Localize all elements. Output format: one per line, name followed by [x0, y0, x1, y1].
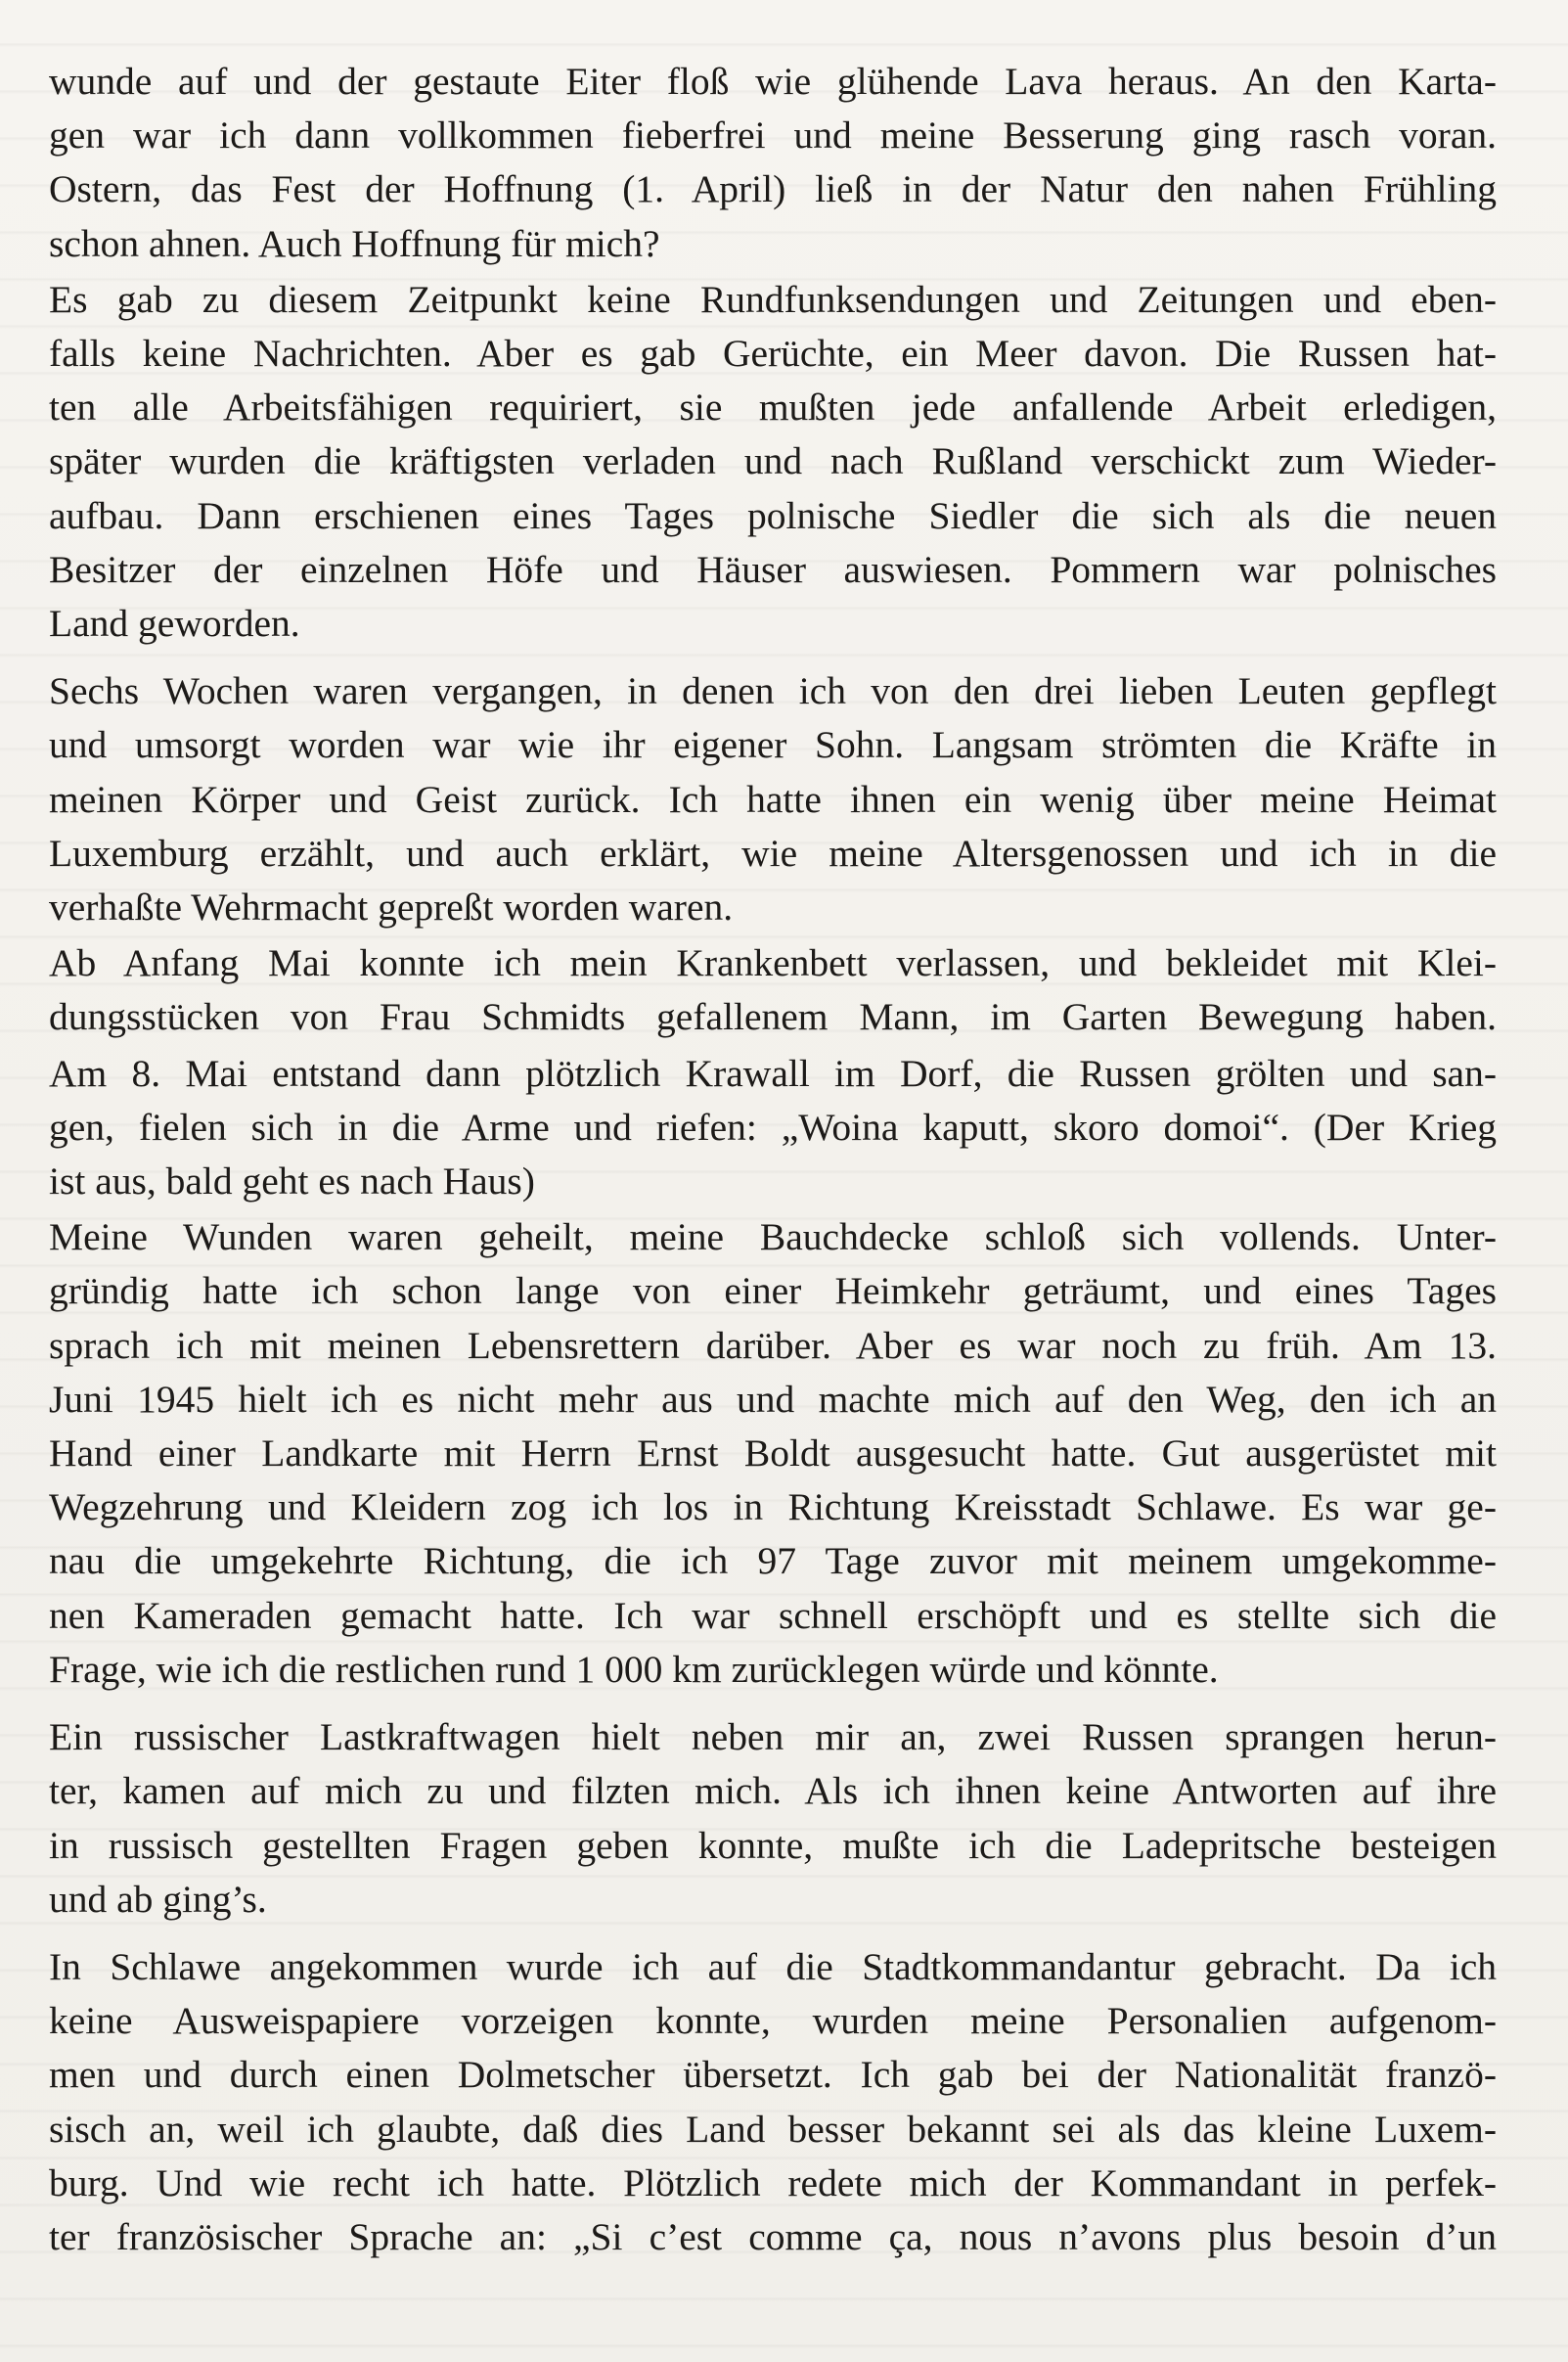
- text-line: gründig hatte ich schon lange von einer Heimkehr geträumt, und eines Tages: [49, 1269, 1497, 1313]
- text-line: Am 8. Mai entstand dann plötzlich Krawall im Dorf, die Russen grölten und san-: [49, 1051, 1497, 1095]
- text-line: Ein russischer Lastkraftwagen hielt neben mir an, zwei Russen sprangen herun-: [49, 1715, 1497, 1759]
- text-line: ter französischer Sprache an: „Si c’est comme ça, nous n’avons plus besoin d’un: [49, 2214, 1497, 2258]
- text-line: und umsorgt worden war wie ihr eigener Sohn. Langsam strömten die Kräfte in: [49, 723, 1497, 767]
- text-line: nau die umgekehrte Richtung, die ich 97 Tage zuvor mit meinem umgekomme-: [49, 1539, 1497, 1583]
- paragraph-4: [49, 936, 1497, 1044]
- text-line: in russisch gestellten Fragen geben konnte, mußte ich die Ladepritsche besteigen: [49, 1823, 1497, 1867]
- text-line: keine Ausweispapiere vorzeigen konnte, wurden meine Personalien aufgenom-: [49, 1999, 1497, 2043]
- text-line: ter, kamen auf mich zu und filzten mich. Als ich ihnen keine Antworten auf ihre: [49, 1769, 1497, 1813]
- text-line: wunde auf und der gestaute Eiter floß wie glühende Lava heraus. An den Karta-: [49, 60, 1497, 103]
- text-line: Meine Wunden waren geheilt, meine Bauchdecke schloß sich vollends. Unter-: [49, 1215, 1497, 1259]
- text-line: In Schlawe angekommen wurde ich auf die Stadtkommandantur gebracht. Da ich: [49, 1944, 1497, 1988]
- text-line: sisch an, weil ich glaubte, daß dies Land besser bekannt sei als das kleine Luxem-: [49, 2107, 1497, 2151]
- paragraph-6: [49, 1210, 1497, 1697]
- text-line: falls keine Nachrichten. Aber es gab Gerüchte, ein Meer davon. Die Russen hat-: [49, 332, 1497, 376]
- text-line: verhaßte Wehrmacht gepreßt worden waren.: [49, 886, 734, 930]
- text-line: Es gab zu diesem Zeitpunkt keine Rundfunksendungen und Zeitungen und eben-: [49, 277, 1497, 321]
- text-line: ten alle Arbeitsfähigen requiriert, sie mußten jede anfallende Arbeit erledigen,: [49, 386, 1497, 430]
- text-line: Ab Anfang Mai konnte ich mein Krankenbett verlassen, und bekleidet mit Klei-: [49, 941, 1497, 985]
- text-line: dungsstücken von Frau Schmidts gefallenem Mann, im Garten Bewegung haben.: [49, 995, 1497, 1039]
- text-line: Frage, wie ich die restlichen rund 1 000 km zurücklegen würde und könnte.: [49, 1647, 1219, 1691]
- paragraph-7: [49, 1710, 1497, 1927]
- text-line: gen war ich dann vollkommen fieberfrei und meine Besserung ging rasch voran.: [49, 114, 1497, 158]
- text-line: meinen Körper und Geist zurück. Ich hatte ihnen ein wenig über meine Heimat: [49, 777, 1497, 821]
- text-line: schon ahnen. Auch Hoffnung für mich?: [49, 221, 660, 265]
- text-line: Luxemburg erzählt, und auch erklärt, wie meine Altersgenossen und ich in die: [49, 831, 1497, 875]
- text-line: ist aus, bald geht es nach Haus): [49, 1159, 535, 1204]
- text-line: Ostern, das Fest der Hoffnung (1. April) ließ in der Natur den nahen Frühling: [49, 167, 1497, 211]
- text-line: Besitzer der einzelnen Höfe und Häuser auswiesen. Pommern war polnisches: [49, 547, 1497, 591]
- text-line: später wurden die kräftigsten verladen und nach Rußland verschickt zum Wieder-: [49, 439, 1497, 483]
- text-line: Wegzehrung und Kleidern zog ich los in Richtung Kreisstadt Schlawe. Es war ge-: [49, 1485, 1497, 1529]
- text-line: sprach ich mit meinen Lebensrettern darüber. Aber es war noch zu früh. Am 13.: [49, 1323, 1497, 1367]
- text-line: Sechs Wochen waren vergangen, in denen ich von den drei lieben Leuten gepflegt: [49, 669, 1497, 713]
- text-line: burg. Und wie recht ich hatte. Plötzlich redete mich der Kommandant in perfek-: [49, 2160, 1497, 2204]
- text-line: men und durch einen Dolmetscher übersetzt. Ich gab bei der Nationalität franzö-: [49, 2053, 1497, 2097]
- text-line: nen Kameraden gemacht hatte. Ich war schnell erschöpft und es stellte sich die: [49, 1593, 1497, 1637]
- text-line: Land geworden.: [49, 602, 300, 646]
- paragraph-1: [49, 55, 1497, 271]
- text-line: und ab ging’s.: [49, 1877, 267, 1921]
- paragraph-3: [49, 664, 1497, 934]
- text-line: Hand einer Landkarte mit Herrn Ernst Boldt ausgesucht hatte. Gut ausgerüstet mit: [49, 1431, 1497, 1476]
- text-line: gen, fielen sich in die Arme und riefen: „Woina kaputt, skoro domoi“. (Der Krieg: [49, 1105, 1497, 1149]
- paragraph-8: [49, 1940, 1497, 2264]
- paragraph-2: [49, 273, 1497, 651]
- text-line: Juni 1945 hielt ich es nicht mehr aus und machte mich auf den Weg, den ich an: [49, 1377, 1497, 1421]
- body-text: [49, 55, 1497, 2264]
- text-line: aufbau. Dann erschienen eines Tages polnische Siedler die sich als die neuen: [49, 493, 1497, 537]
- paragraph-5: [49, 1047, 1497, 1209]
